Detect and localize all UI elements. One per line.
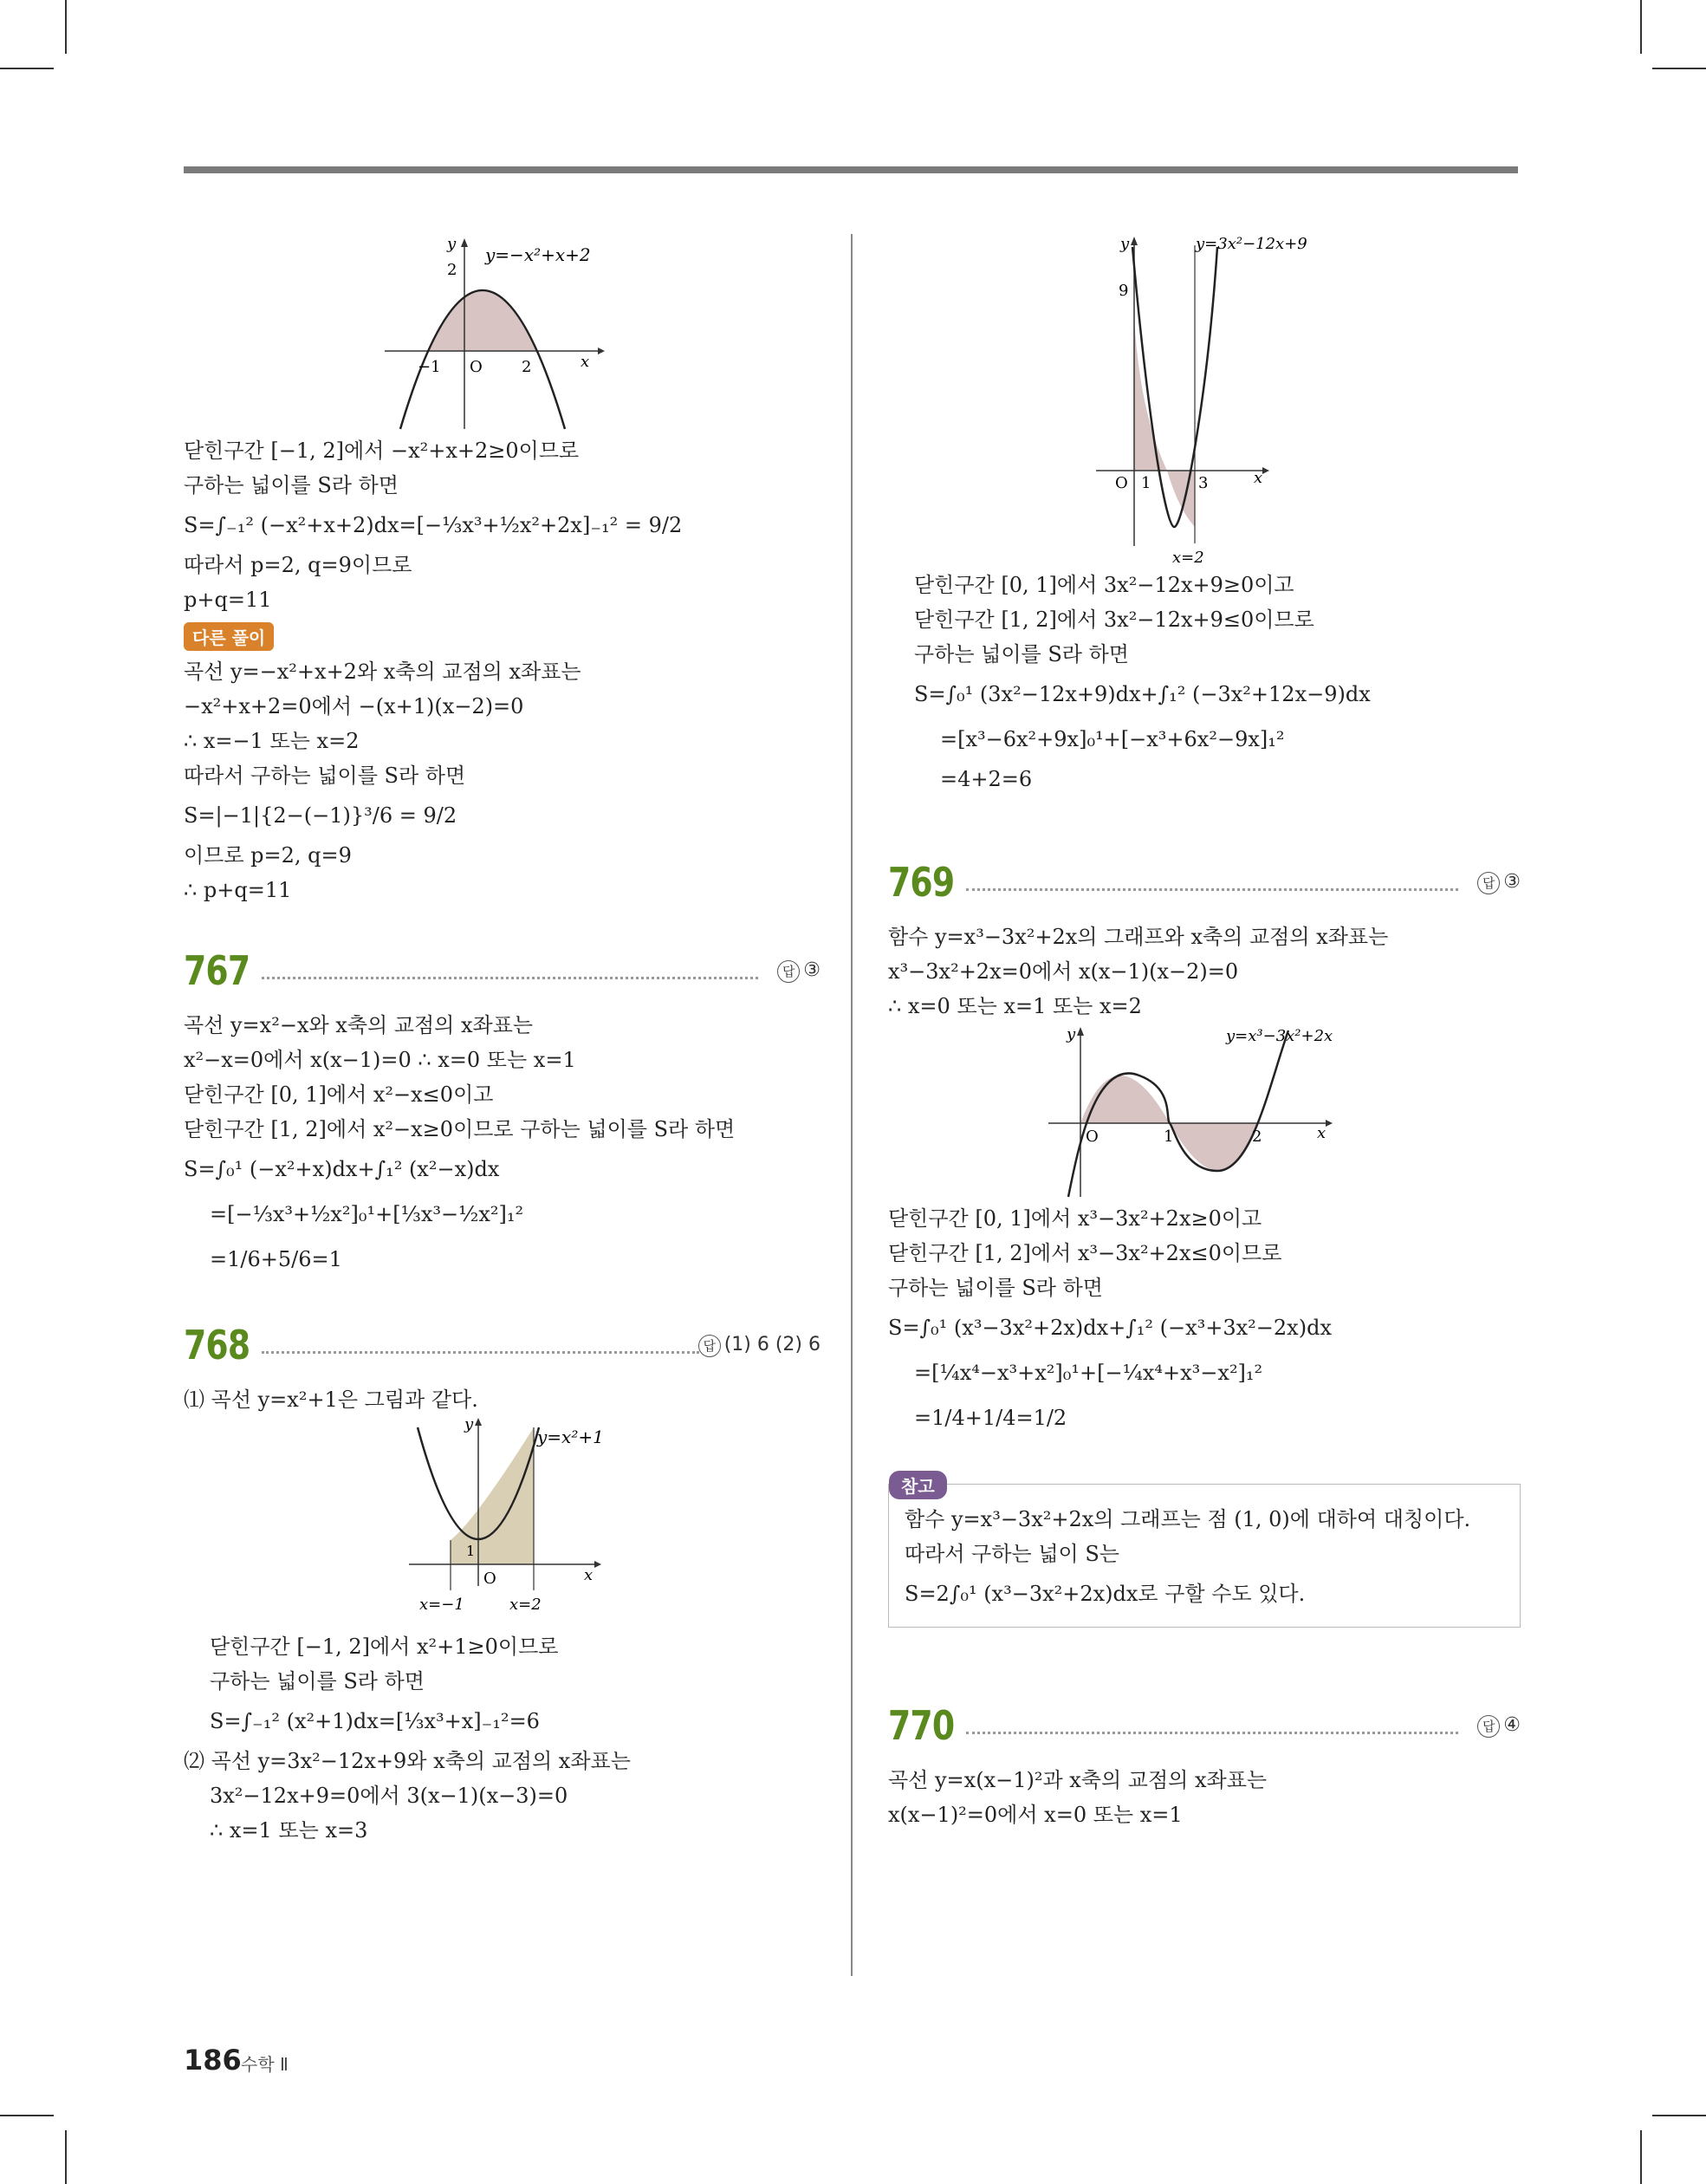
curve-label: y=x³−3x²+2x <box>1226 1027 1333 1045</box>
graph-upward-parabola <box>184 1417 821 1629</box>
text-line: 닫힌구간 [1, 2]에서 3x²−12x+9≤0이므로 <box>914 608 1314 632</box>
note-line: 따라서 구하는 넓이 S는 <box>905 1542 1119 1566</box>
reference-tag: 참고 <box>889 1471 947 1499</box>
x-axis-label: x <box>1254 469 1263 487</box>
formula-line: S=∫₀¹ (3x²−12x+9)dx+∫₁² (−3x²+12x−9)dx <box>914 682 1371 706</box>
text-line: 닫힌구간 [−1, 2]에서 x²+1≥0이므로 <box>210 1635 559 1659</box>
problem-number: 767 <box>184 947 250 994</box>
graph-downward-parabola <box>184 230 821 433</box>
origin-label: O <box>1115 474 1128 492</box>
text-line: 닫힌구간 [0, 1]에서 x²−x≤0이고 <box>184 1082 494 1107</box>
text-line: 구하는 넓이를 S라 하면 <box>914 642 1129 666</box>
text-line: ∴ x=1 또는 x=3 <box>210 1818 368 1843</box>
text-line: x²−x=0에서 x(x−1)=0 ∴ x=0 또는 x=1 <box>184 1048 576 1072</box>
shaded-area <box>1167 471 1195 527</box>
problem-number: 770 <box>888 1702 955 1749</box>
text-line: x³−3x²+2x=0에서 x(x−1)(x−2)=0 <box>888 959 1239 984</box>
leader-dots <box>966 888 1458 891</box>
text-line: 닫힌구간 [0, 1]에서 x³−3x²+2x≥0이고 <box>888 1206 1262 1231</box>
text-line: 닫힌구간 [−1, 2]에서 −x²+x+2≥0이므로 <box>184 439 580 463</box>
answer-value: ④ <box>1503 1714 1521 1736</box>
text-line: 3x²−12x+9=0에서 3(x−1)(x−3)=0 <box>210 1784 568 1808</box>
graph-cubic <box>888 1024 1521 1201</box>
text-line: p+q=11 <box>184 588 272 612</box>
reference-note-box <box>888 1476 1521 1628</box>
right-column <box>888 230 1521 1832</box>
answer-mark: 답 <box>1477 872 1500 894</box>
leader-dots <box>262 1351 699 1354</box>
answer-mark: 답 <box>698 1335 721 1357</box>
answer-value: ③ <box>803 959 821 981</box>
y-axis-arrow <box>461 238 468 247</box>
text-line: 닫힌구간 [1, 2]에서 x³−3x²+2x≤0이므로 <box>888 1241 1282 1265</box>
left-bound-label: x=−1 <box>419 1596 464 1614</box>
formula-line: =[x³−6x²+9x]₀¹+[−x³+6x²−9x]₁² <box>940 727 1285 751</box>
y-axis-arrow <box>1077 1027 1084 1036</box>
y-axis-arrow <box>475 1418 482 1426</box>
crop-mark <box>0 2115 54 2116</box>
text-line: 따라서 구하는 넓이를 S라 하면 <box>184 764 466 788</box>
text-line: ∴ p+q=11 <box>184 878 292 902</box>
header-rule <box>184 166 1518 173</box>
bound-label: x=2 <box>1172 549 1204 567</box>
formula-line: S=|−1|{2−(−1)}³/6 = 9/2 <box>184 803 457 828</box>
alternative-solution-tag: 다른 풀이 <box>184 622 274 651</box>
y-axis-label: y <box>464 1417 474 1433</box>
formula-line: S=∫₋₁² (x²+1)dx=[⅓x³+x]₋₁²=6 <box>210 1709 540 1733</box>
y-tick-label: 1 <box>466 1543 476 1559</box>
formula-line: =[−⅓x³+½x²]₀¹+[⅓x³−½x²]₁² <box>210 1202 524 1226</box>
graph-parabola-3x2 <box>888 230 1521 568</box>
crop-mark <box>1652 2115 1706 2116</box>
y-tick-label: 9 <box>1119 282 1129 300</box>
text-line: ∴ x=−1 또는 x=2 <box>184 729 360 753</box>
formula-line: =4+2=6 <box>940 767 1033 791</box>
curve-label: y=−x²+x+2 <box>485 244 591 265</box>
origin-label: O <box>483 1570 496 1588</box>
shaded-area-positive <box>1080 1076 1170 1123</box>
answer-value: ③ <box>1503 871 1521 893</box>
note-line: S=2∫₀¹ (x³−3x²+2x)dx로 구할 수도 있다. <box>905 1582 1306 1606</box>
text-line: 함수 y=x³−3x²+2x의 그래프와 x축의 교점의 x좌표는 <box>888 925 1389 949</box>
left-column <box>184 230 821 1848</box>
text-line: 닫힌구간 [1, 2]에서 x²−x≥0이므로 구하는 넓이를 S라 하면 <box>184 1117 736 1141</box>
x-axis-arrow <box>1326 1120 1333 1127</box>
y-axis-label: y <box>1120 235 1130 253</box>
text-line: ⑵ 곡선 y=3x²−12x+9와 x축의 교점의 x좌표는 <box>184 1749 631 1773</box>
answer-badge <box>1477 871 1521 894</box>
x-axis-arrow <box>594 1561 601 1568</box>
x-axis-arrow <box>1262 467 1269 474</box>
formula-line: S=∫₀¹ (x³−3x²+2x)dx+∫₁² (−x³+3x²−2x)dx <box>888 1316 1332 1340</box>
text-line: x(x−1)²=0에서 x=0 또는 x=1 <box>888 1803 1183 1827</box>
y-axis-label: y <box>447 235 457 253</box>
origin-label: O <box>1086 1128 1099 1146</box>
shaded-area <box>1134 316 1167 471</box>
curve-label: y=x²+1 <box>537 1427 604 1447</box>
x-axis-label: x <box>584 1566 594 1584</box>
formula-line: S=∫₋₁² (−x²+x+2)dx=[−⅓x³+½x²+2x]₋₁² = 9/2 <box>184 513 683 537</box>
curve-label: y=3x²−12x+9 <box>1196 235 1307 253</box>
x-tick-label: 2 <box>522 358 532 376</box>
x-axis-arrow <box>598 348 605 354</box>
formula-line: =1/6+5/6=1 <box>210 1247 342 1271</box>
problem-header-767 <box>184 942 821 1003</box>
text-line: 구하는 넓이를 S라 하면 <box>210 1669 425 1693</box>
shaded-area <box>451 1427 534 1564</box>
text-line: 곡선 y=x(x−1)²과 x축의 교점의 x좌표는 <box>888 1768 1268 1792</box>
x-axis-label: x <box>581 353 590 371</box>
x-tick-label: 3 <box>1198 474 1209 492</box>
text-line: 구하는 넓이를 S라 하면 <box>888 1276 1103 1300</box>
leader-dots <box>966 1732 1458 1734</box>
column-divider <box>851 234 853 1976</box>
formula-line: =1/4+1/4=1/2 <box>914 1406 1067 1430</box>
crop-mark <box>1640 2130 1642 2184</box>
text-line: 곡선 y=−x²+x+2와 x축의 교점의 x좌표는 <box>184 660 581 684</box>
y-axis-label: y <box>1067 1025 1076 1043</box>
text-line: −x²+x+2=0에서 −(x+1)(x−2)=0 <box>184 694 524 718</box>
problem-number: 769 <box>888 859 955 906</box>
page-number: 186 <box>184 2044 242 2077</box>
leader-dots <box>262 977 758 979</box>
crop-mark <box>0 68 54 69</box>
subject-label: 수학 Ⅱ <box>241 2054 289 2075</box>
formula-line: S=∫₀¹ (−x²+x)dx+∫₁² (x²−x)dx <box>184 1157 500 1181</box>
text-line: 곡선 y=x²−x와 x축의 교점의 x좌표는 <box>184 1013 534 1037</box>
problem-header-769 <box>888 854 1521 914</box>
problem-header-768 <box>184 1316 821 1377</box>
x-tick-label: 1 <box>1141 474 1151 492</box>
formula-line: =[¼x⁴−x³+x²]₀¹+[−¼x⁴+x³−x²]₁² <box>914 1361 1263 1385</box>
crop-mark <box>1652 68 1706 69</box>
answer-mark: 답 <box>1477 1715 1500 1738</box>
crop-mark <box>1640 0 1642 54</box>
crop-mark <box>65 0 67 54</box>
answer-badge <box>777 959 821 983</box>
answer-mark: 답 <box>777 960 800 983</box>
text-line: ⑴ 곡선 y=x²+1은 그림과 같다. <box>184 1388 478 1412</box>
crop-mark <box>65 2130 67 2184</box>
answer-badge <box>1477 1714 1521 1738</box>
problem-header-770 <box>888 1697 1521 1758</box>
note-line: 함수 y=x³−3x²+2x의 그래프는 점 (1, 0)에 대하여 대칭이다. <box>905 1507 1471 1531</box>
text-line: 구하는 넓이를 S라 하면 <box>184 473 399 497</box>
answer-value: (1) 6 (2) 6 <box>723 1334 821 1355</box>
x-tick-label: 2 <box>1252 1128 1262 1146</box>
y-tick-label: 2 <box>447 261 457 279</box>
origin-label: O <box>470 358 483 376</box>
text-line: 따라서 p=2, q=9이므로 <box>184 553 412 577</box>
text-line: ∴ x=0 또는 x=1 또는 x=2 <box>888 994 1142 1018</box>
right-bound-label: x=2 <box>509 1596 542 1614</box>
problem-number: 768 <box>184 1322 250 1368</box>
x-tick-label: 1 <box>1164 1128 1174 1146</box>
x-tick-label: −1 <box>418 358 441 376</box>
y-axis-arrow <box>1131 237 1138 245</box>
x-axis-label: x <box>1317 1124 1327 1142</box>
text-line: 이므로 p=2, q=9 <box>184 843 352 868</box>
text-line: 닫힌구간 [0, 1]에서 3x²−12x+9≥0이고 <box>914 573 1294 597</box>
answer-badge <box>698 1334 821 1357</box>
